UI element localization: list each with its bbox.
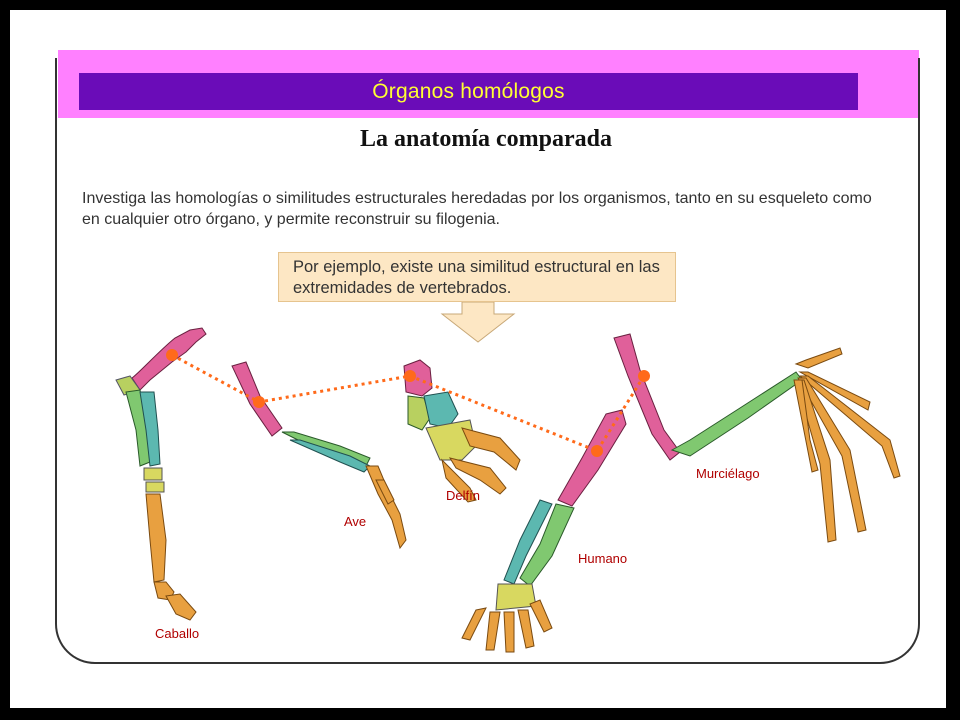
label-delfin: Delfín [446,488,480,503]
bat-limb [614,334,900,542]
horse-limb [116,328,206,620]
example-callout: Por ejemplo, existe una similitud estructural en las extremidades de vertebrados. [278,252,676,302]
connector-dot [638,370,650,382]
label-ave: Ave [344,514,367,529]
description-text: Investiga las homologías o similitudes estructurales heredadas por los organismos, tanto en su esqueleto como en cualquier otro órgano, y permite reconstruir su filogenia. [82,190,872,228]
section-heading: La anatomía comparada [360,126,612,152]
dolphin-limb [404,360,520,502]
label-humano: Humano [578,551,628,566]
bird-limb [232,362,406,548]
label-murcielago: Murciélago [696,466,760,481]
label-caballo: Caballo [155,626,200,641]
connector-dot [166,349,178,361]
connector-dot [591,445,603,457]
slide-title: Órganos homólogos [372,79,565,103]
connector-dot [253,396,265,408]
connector-dot [404,370,416,382]
